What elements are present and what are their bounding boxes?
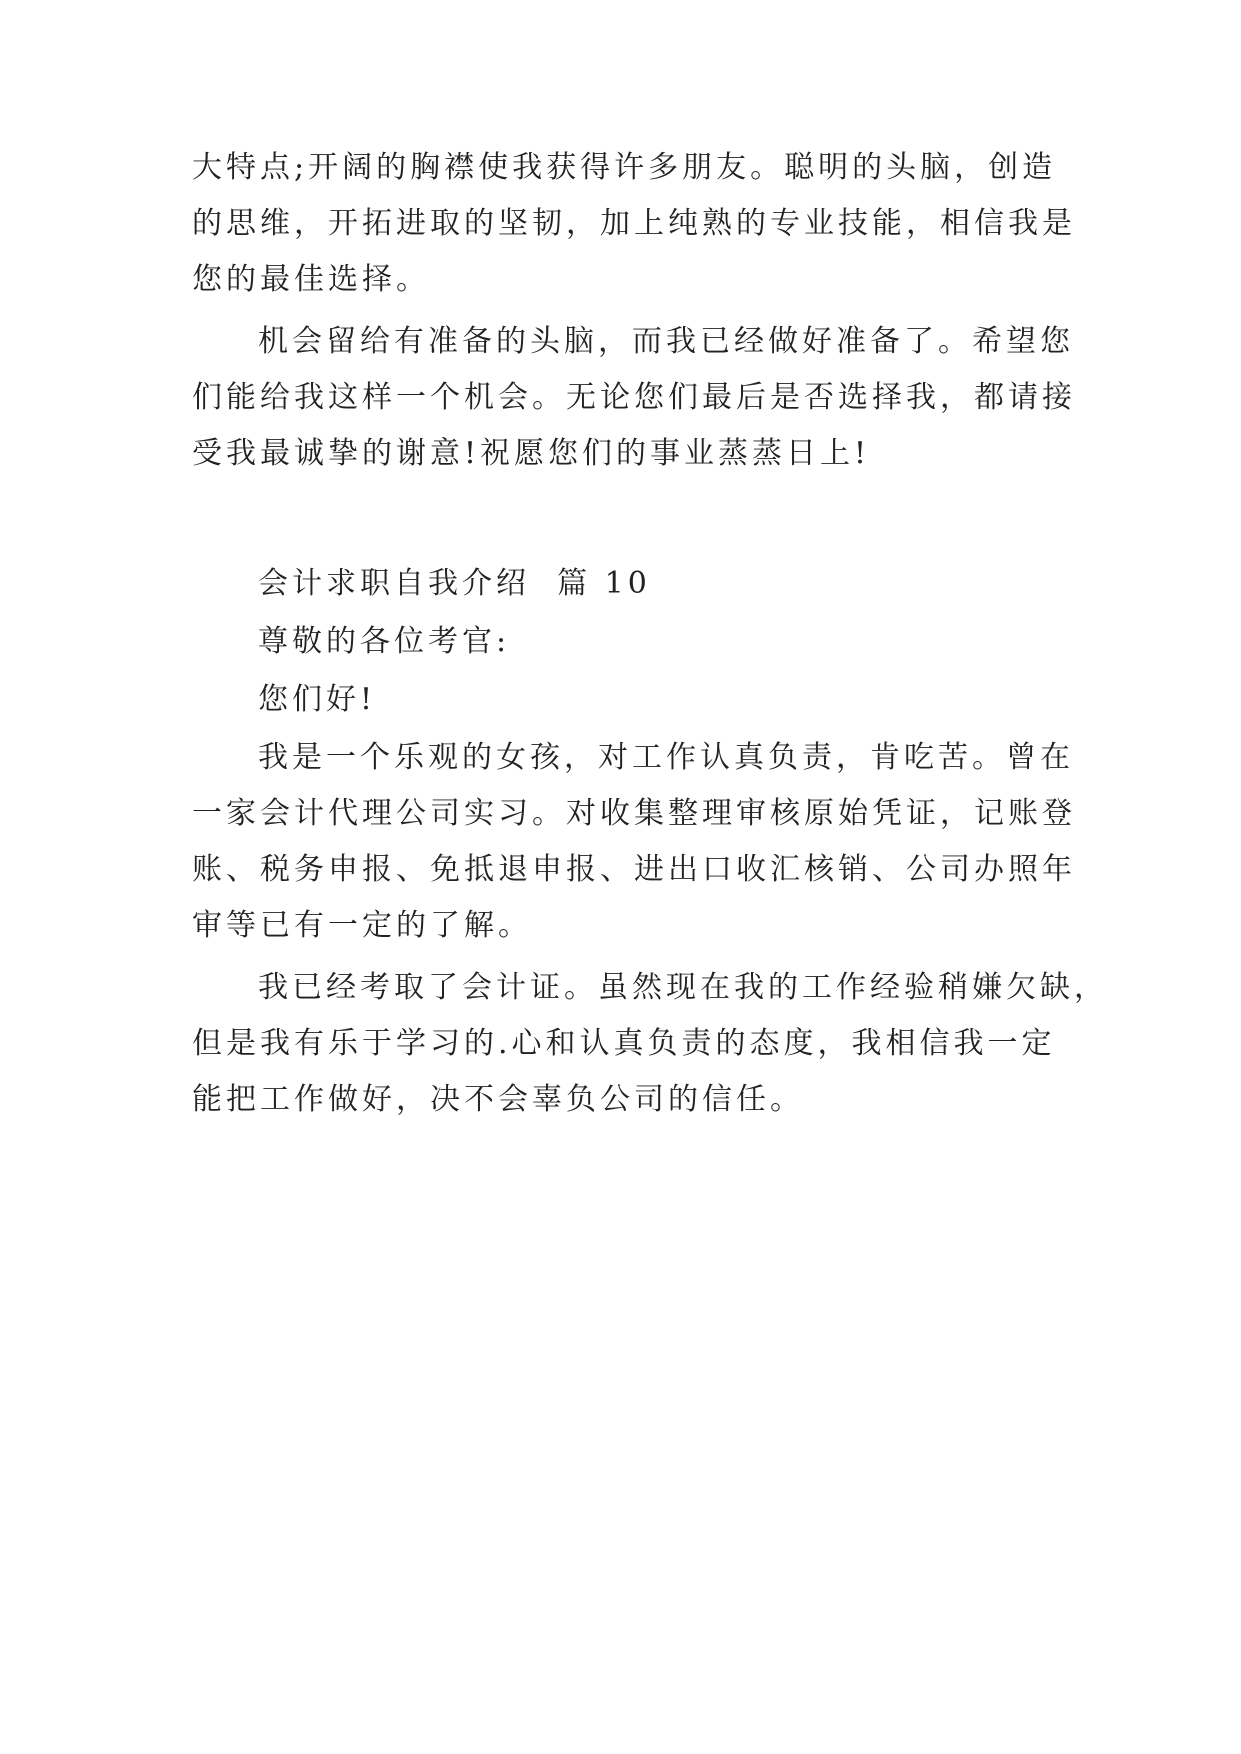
text-line: 的思维，开拓进取的坚韧，加上纯熟的专业技能，相信我是 [192,206,1076,241]
text-line: 账、税务申报、免抵退申报、进出口收汇核销、公司办照年 [192,852,1076,887]
text-line: 大特点;开阔的胸襟使我获得许多朋友。聪明的头脑，创造 [192,150,1057,185]
text-line: 受我最诚挚的谢意!祝愿您们的事业蒸蒸日上! [192,436,871,471]
text-line: 我已经考取了会计证。虽然现在我的工作经验稍嫌欠缺， [258,970,1108,1005]
text-line: 们能给我这样一个机会。无论您们最后是否选择我，都请接 [192,380,1076,415]
text-line: 我是一个乐观的女孩，对工作认真负责，肯吃苦。曾在 [258,740,1074,775]
section-heading: 会计求职自我介绍 篇 10 [258,566,651,601]
text-line: 一家会计代理公司实习。对收集整理审核原始凭证，记账登 [192,796,1076,831]
greeting: 您们好! [258,682,377,717]
text-line: 但是我有乐于学习的.心和认真负责的态度，我相信我一定 [192,1026,1056,1061]
text-line: 能把工作做好，决不会辜负公司的信任。 [192,1082,804,1117]
salutation: 尊敬的各位考官: [258,624,511,659]
text-line: 机会留给有准备的头脑，而我已经做好准备了。希望您 [258,324,1074,359]
text-line: 您的最佳选择。 [192,262,430,297]
text-line: 审等已有一定的了解。 [192,908,532,943]
